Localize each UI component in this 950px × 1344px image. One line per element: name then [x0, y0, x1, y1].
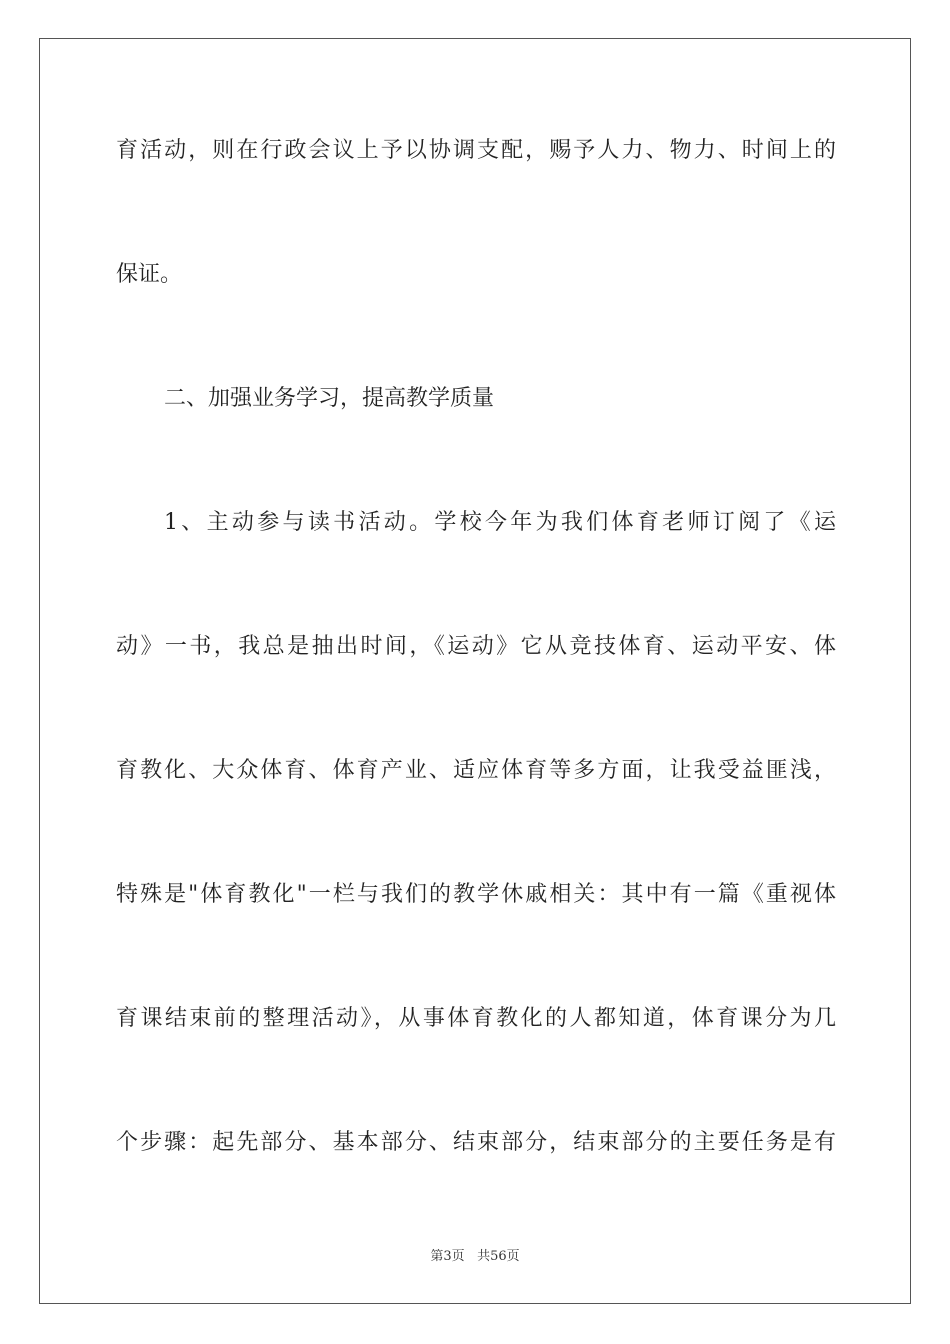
text-line: 育课结束前的整理活动》，从事体育教化的人都知道，体育课分为几: [116, 1006, 836, 1031]
section-heading: 二、加强业务学习，提高教学质量: [164, 386, 495, 411]
page-number: 第3页: [430, 1249, 465, 1264]
text-line: 育活动，则在行政会议上予以协调支配，赐予人力、物力、时间上的: [116, 138, 836, 163]
page-footer: [0, 1245, 950, 1264]
page-total: 共56页: [477, 1249, 520, 1264]
text-line: 特殊是"体育教化"一栏与我们的教学休戚相关：其中有一篇《重视体: [116, 882, 836, 907]
text-line: 1、主动参与读书活动。学校今年为我们体育老师订阅了《运: [164, 510, 836, 535]
text-line: 育教化、大众体育、体育产业、适应体育等多方面，让我受益匪浅，: [116, 758, 836, 783]
text-line: 动》一书，我总是抽出时间，《运动》它从竞技体育、运动平安、体: [116, 634, 836, 659]
page-frame: [39, 38, 911, 1304]
text-line: 保证。: [116, 262, 183, 287]
text-line: 个步骤：起先部分、基本部分、结束部分，结束部分的主要任务是有: [116, 1130, 836, 1155]
